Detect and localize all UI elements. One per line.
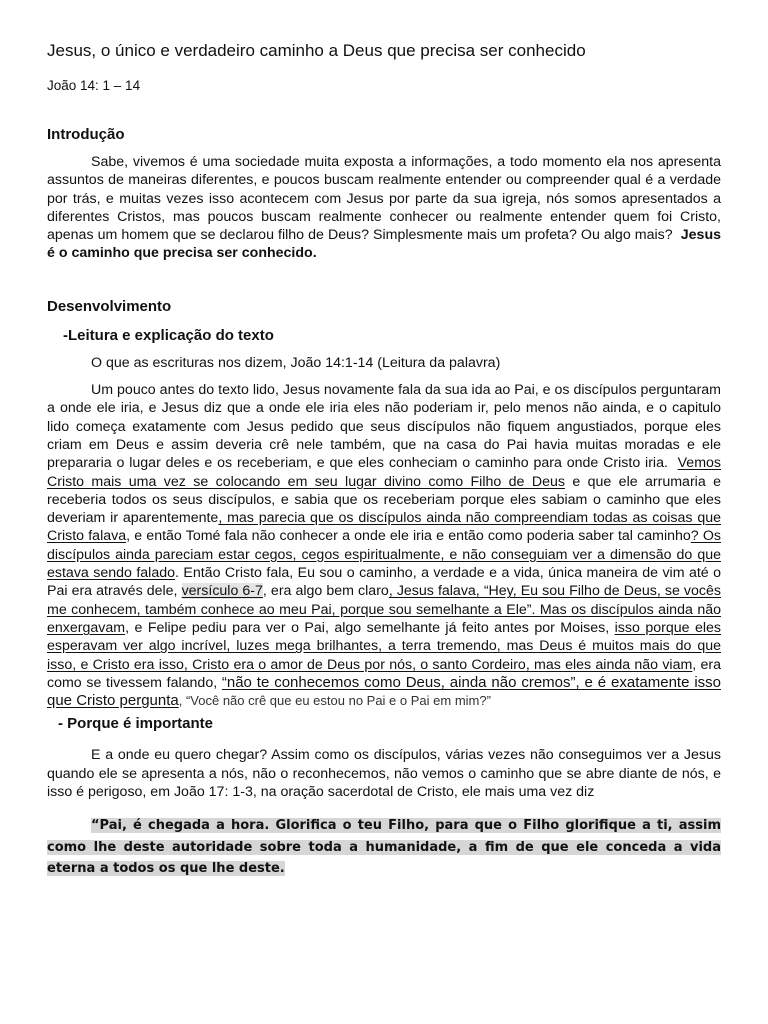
scripture-quote-text: “Pai, é chegada a hora. Glorifica o teu Filho, para que o Filho glorifique a ti, assim como lhe deste autoridade sobre toda a humanidade, a fim de que ele conceda a vida eterna a todos os que lhe deste. — [47, 818, 721, 877]
jesus-question: , “Você não crê que eu estou no Pai e o Pai em mim?” — [178, 693, 491, 709]
reading-paragraph: O que as escrituras nos dizem, João 14:1-14 (Leitura da palavra) — [91, 354, 501, 371]
importance-paragraph: E a onde eu quero chegar? Assim como os discípulos, várias vezes não conseguimos ver a Jesus quando ele se apresenta a nós, não o reconhecemos, não vemos o caminho que se abre diante de nós, e isso é perigoso, em João 17: 1-3, na oração sacerdotal de Cristo, ele mais uma vez diz — [47, 747, 721, 801]
intro-heading: Introdução — [47, 126, 125, 143]
explanation-text-2: e que ele arrumaria e receberia todos os seus discípulos, e sabia que os receberiam porque eles sabiam o caminho que eles deveriam ir aparentemente — [47, 473, 721, 527]
explanation-text-6: , e Felipe pediu para ver o Pai, algo semelhante já feito antes por Moises, — [125, 619, 610, 636]
explanation-text-7: , era como se tivessem falando, — [47, 656, 721, 691]
document-title: Jesus, o único e verdadeiro caminho a Deus que precisa ser conhecido — [47, 41, 586, 60]
underlined-expectation: isso porque eles esperavam ver algo incrível, luzes mega brilhantes, a terra tremendo, mas Deus é muitos mais do que isso, e Cristo era isso, Cristo era o amor de Deus por nós, o santo Cordeiro, mas eles ainda não viam — [47, 619, 721, 673]
intro-paragraph — [47, 153, 721, 263]
underlined-disciples-understanding: , mas parecia que os discípulos ainda não compreendiam todas as coisas que Cristo falava — [47, 510, 721, 545]
explanation-text-5: , era algo bem claro — [262, 583, 389, 600]
underlined-spiritual-blindness: ? Os discípulos ainda pareciam estar cegos, cegos espiritualmente, e não conseguiam ver a dimensão do que estava sendo falado — [47, 528, 721, 582]
scripture-reference: João 14: 1 – 14 — [47, 78, 141, 93]
explanation-text-1: Um pouco antes do texto lido, Jesus novamente fala da sua ida ao Pai, e os discípulos perguntaram a onde ele iria, e Jesus diz que a onde ele iria eles não poderiam ir, pelo menos não ainda, e o capitulo lido começa exatamente com Jesus pedido que seus discípulos não fiquem angustiados, porque eles criam em Deus e assim deveria crê nele também, que na casa do Pai havia muitas moradas e ele prepararia o lugar deles e os receberiam, e que eles conheciam o caminho para onde Cristo iria. — [47, 382, 721, 472]
underlined-disbelief: “não te conhecemos como Deus, ainda não cremos”, e é exatamente isso que Cristo pergunta — [47, 673, 721, 710]
intro-bold-statement: Jesus é o caminho que precisa ser conhecido. — [47, 227, 722, 262]
verse-highlight: versículo 6-7 — [181, 583, 263, 600]
document-page — [47, 40, 721, 880]
underlined-jesus-quote: , Jesus falava, “Hey, Eu sou Filho de Deus, se vocês me conhecem, também conhece ao meu Pai, porque sou semelhante a Ele”. Mas os discípulos ainda não enxergavam — [47, 583, 721, 636]
scripture-quote-block — [47, 815, 721, 880]
explanation-paragraph — [47, 381, 721, 710]
scripture-quote — [47, 815, 721, 880]
importance-subheading: - Porque é importante — [58, 715, 214, 733]
underlined-divine-place: Vemos Cristo mais uma vez se colocando em seu lugar divino como Filho de Deus — [47, 455, 721, 490]
reading-subheading: -Leitura e explicação do texto — [63, 326, 274, 344]
explanation-text-3: , e então Tomé fala não conhecer a onde ele iria e então como poderia saber tal caminho — [126, 528, 691, 545]
intro-text: Sabe, vivemos é uma sociedade muita exposta a informações, a todo momento ela nos apresenta assuntos de maneiras diferentes, e poucos buscam realmente entender ou compreender qual é a verdade por trás, e muitas vezes isso acontecem com Jesus por parte da sua igreja, nós somos apresentados a diferentes Cristos, mas poucos buscam realmente conhecer ou realmente entender quem foi Cristo, apenas um homem que se declarou filho de Deus? Simplesmente mais um profeta? Ou algo mais? — [47, 154, 721, 244]
explanation-text-4: . Então Cristo fala, Eu sou o caminho, a verdade e a vida, única maneira de vim até o Pai era através dele, — [47, 565, 722, 600]
development-heading: Desenvolvimento — [47, 297, 172, 315]
